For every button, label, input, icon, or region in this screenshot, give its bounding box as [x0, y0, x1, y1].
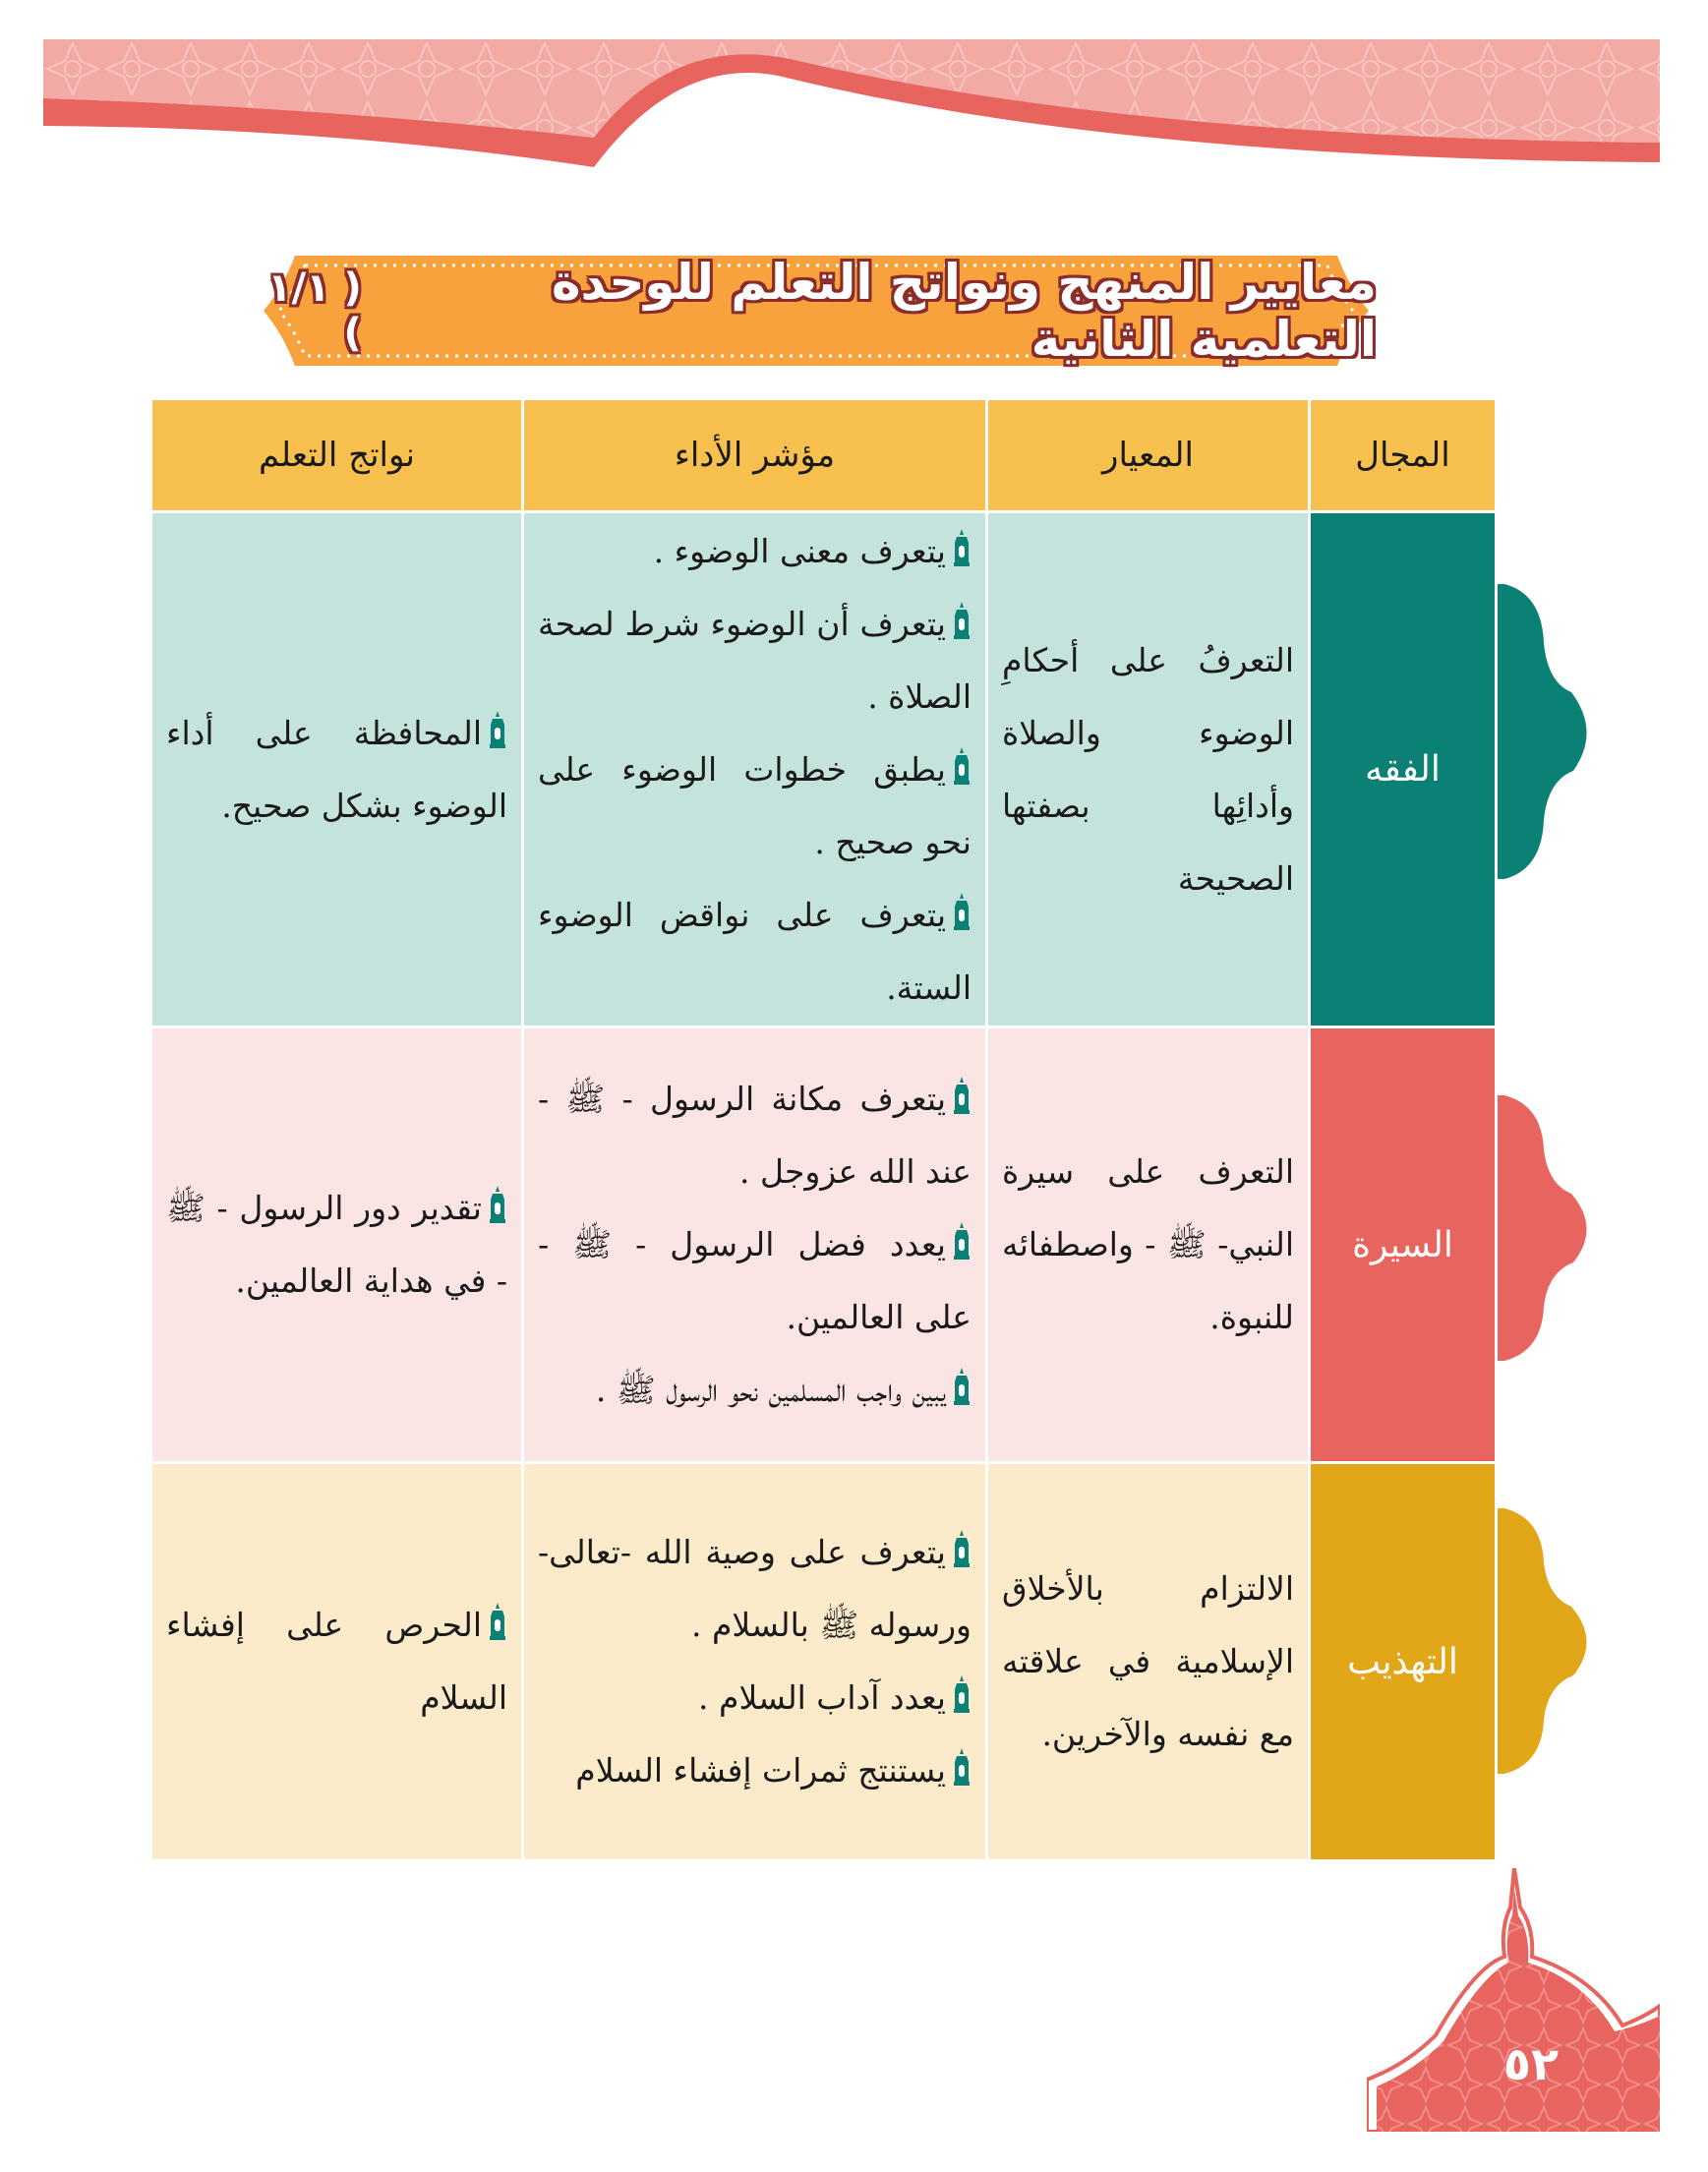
indicator-text: يعدد آداب السلام .	[698, 1678, 946, 1717]
outcome-text: الحرص على إفشاء السلام	[166, 1606, 507, 1717]
indicator-text: يعدد فضل الرسول - ﷺ - على العالمين.	[538, 1225, 972, 1336]
lantern-icon	[952, 1368, 972, 1407]
domain-cell-seera: السيرة	[1310, 1027, 1497, 1463]
indicator-text: يتعرف مكانة الرسول - ﷺ - عند الله عزوجل .	[538, 1080, 972, 1191]
side-tab-tahdheeb	[1483, 1508, 1611, 1774]
header-indicators: مؤشر الأداء	[523, 399, 987, 512]
list-item	[166, 1172, 507, 1318]
header-standard: المعيار	[987, 399, 1310, 512]
list-item	[166, 1589, 507, 1734]
standard-text: التعرف على سيرة النبي- ﷺ - واصطفائه للنبوة.	[1002, 1152, 1294, 1336]
outcomes-list	[152, 1172, 521, 1318]
list-item	[538, 1063, 972, 1208]
indicator-text: يتعرف على نواقض الوضوء الستة.	[538, 895, 972, 1007]
indicator-text: يتعرف أن الوضوء شرط لصحة الصلاة .	[538, 604, 972, 716]
list-item	[166, 697, 507, 843]
list-item	[538, 1662, 972, 1734]
list-item	[538, 1734, 972, 1807]
domain-cell-tahdheeb: التهذيب	[1310, 1463, 1497, 1861]
lantern-icon	[488, 1603, 507, 1642]
list-item	[538, 1208, 972, 1354]
side-tab-seera	[1483, 1095, 1611, 1361]
lantern-icon	[952, 747, 972, 787]
table-row	[151, 1027, 1497, 1463]
indicators-list	[524, 1516, 985, 1807]
list-item	[538, 879, 972, 1025]
indicator-text: يتعرف على وصية الله -تعالى- ورسوله ﷺ بالسلام .	[538, 1533, 972, 1644]
outcomes-cell	[151, 1463, 523, 1861]
indicator-text: يطبق خطوات الوضوء على نحو صحيح .	[538, 749, 972, 861]
title-part-label: ( ١/١ )	[267, 265, 362, 356]
list-item	[538, 588, 972, 734]
outcomes-cell	[151, 1027, 523, 1463]
outcomes-cell	[151, 512, 523, 1027]
outcomes-list	[152, 1589, 521, 1734]
standard-text: التعرفُ على أحكامِ الوضوء والصلاة وأدائِها بصفتها الصحيحة	[1002, 640, 1294, 898]
standard-text: الالتزام بالأخلاق الإسلامية في علاقته مع نفسه والآخرين.	[1002, 1569, 1294, 1753]
header-domain: المجال	[1310, 399, 1497, 512]
page-title: معايير المنهج ونواتج التعلم للوحدة التعلمية الثانية	[551, 254, 1377, 368]
table-row	[151, 1463, 1497, 1861]
lantern-icon	[952, 1077, 972, 1116]
standard-cell	[987, 1027, 1310, 1463]
standards-table-wrap	[149, 397, 1495, 1856]
indicators-cell	[523, 512, 987, 1027]
table-row	[151, 512, 1497, 1027]
top-decorative-banner	[43, 39, 1660, 177]
outcome-text: تقدير دور الرسول - ﷺ - في هداية العالمين.	[166, 1189, 507, 1300]
indicators-list	[524, 515, 985, 1025]
lantern-icon	[488, 1186, 507, 1225]
title-banner	[256, 248, 1377, 374]
page-number: ٥٢	[1502, 2037, 1560, 2090]
standard-cell	[987, 512, 1310, 1027]
lantern-icon	[952, 1748, 972, 1788]
list-item	[538, 734, 972, 879]
list-item	[538, 515, 972, 588]
page-number-ornament	[1367, 1868, 1660, 2132]
indicators-list	[524, 1063, 985, 1427]
lantern-icon	[952, 529, 972, 568]
list-item	[538, 1354, 972, 1427]
indicator-text: يبين واجب المسلمين نحو الرسول ﷺ .	[595, 1371, 946, 1409]
indicator-text: يتعرف معنى الوضوء .	[653, 531, 946, 570]
indicators-cell	[523, 1463, 987, 1861]
lantern-icon	[952, 893, 972, 932]
lantern-icon	[952, 1675, 972, 1715]
domain-cell-fiqh: الفقه	[1310, 512, 1497, 1027]
indicator-text: يستنتج ثمرات إفشاء السلام	[575, 1751, 946, 1790]
lantern-icon	[952, 1530, 972, 1569]
outcomes-list	[152, 697, 521, 843]
outcome-text: المحافظة على أداء الوضوء بشكل صحيح.	[166, 713, 507, 825]
header-outcomes: نواتج التعلم	[151, 399, 523, 512]
indicators-cell	[523, 1027, 987, 1463]
standard-cell	[987, 1463, 1310, 1861]
standards-table	[149, 397, 1498, 1862]
lantern-icon	[952, 602, 972, 641]
side-tab-fiqh	[1483, 584, 1611, 879]
lantern-icon	[488, 711, 507, 750]
list-item	[538, 1516, 972, 1662]
table-header-row	[151, 399, 1497, 512]
lantern-icon	[952, 1222, 972, 1262]
